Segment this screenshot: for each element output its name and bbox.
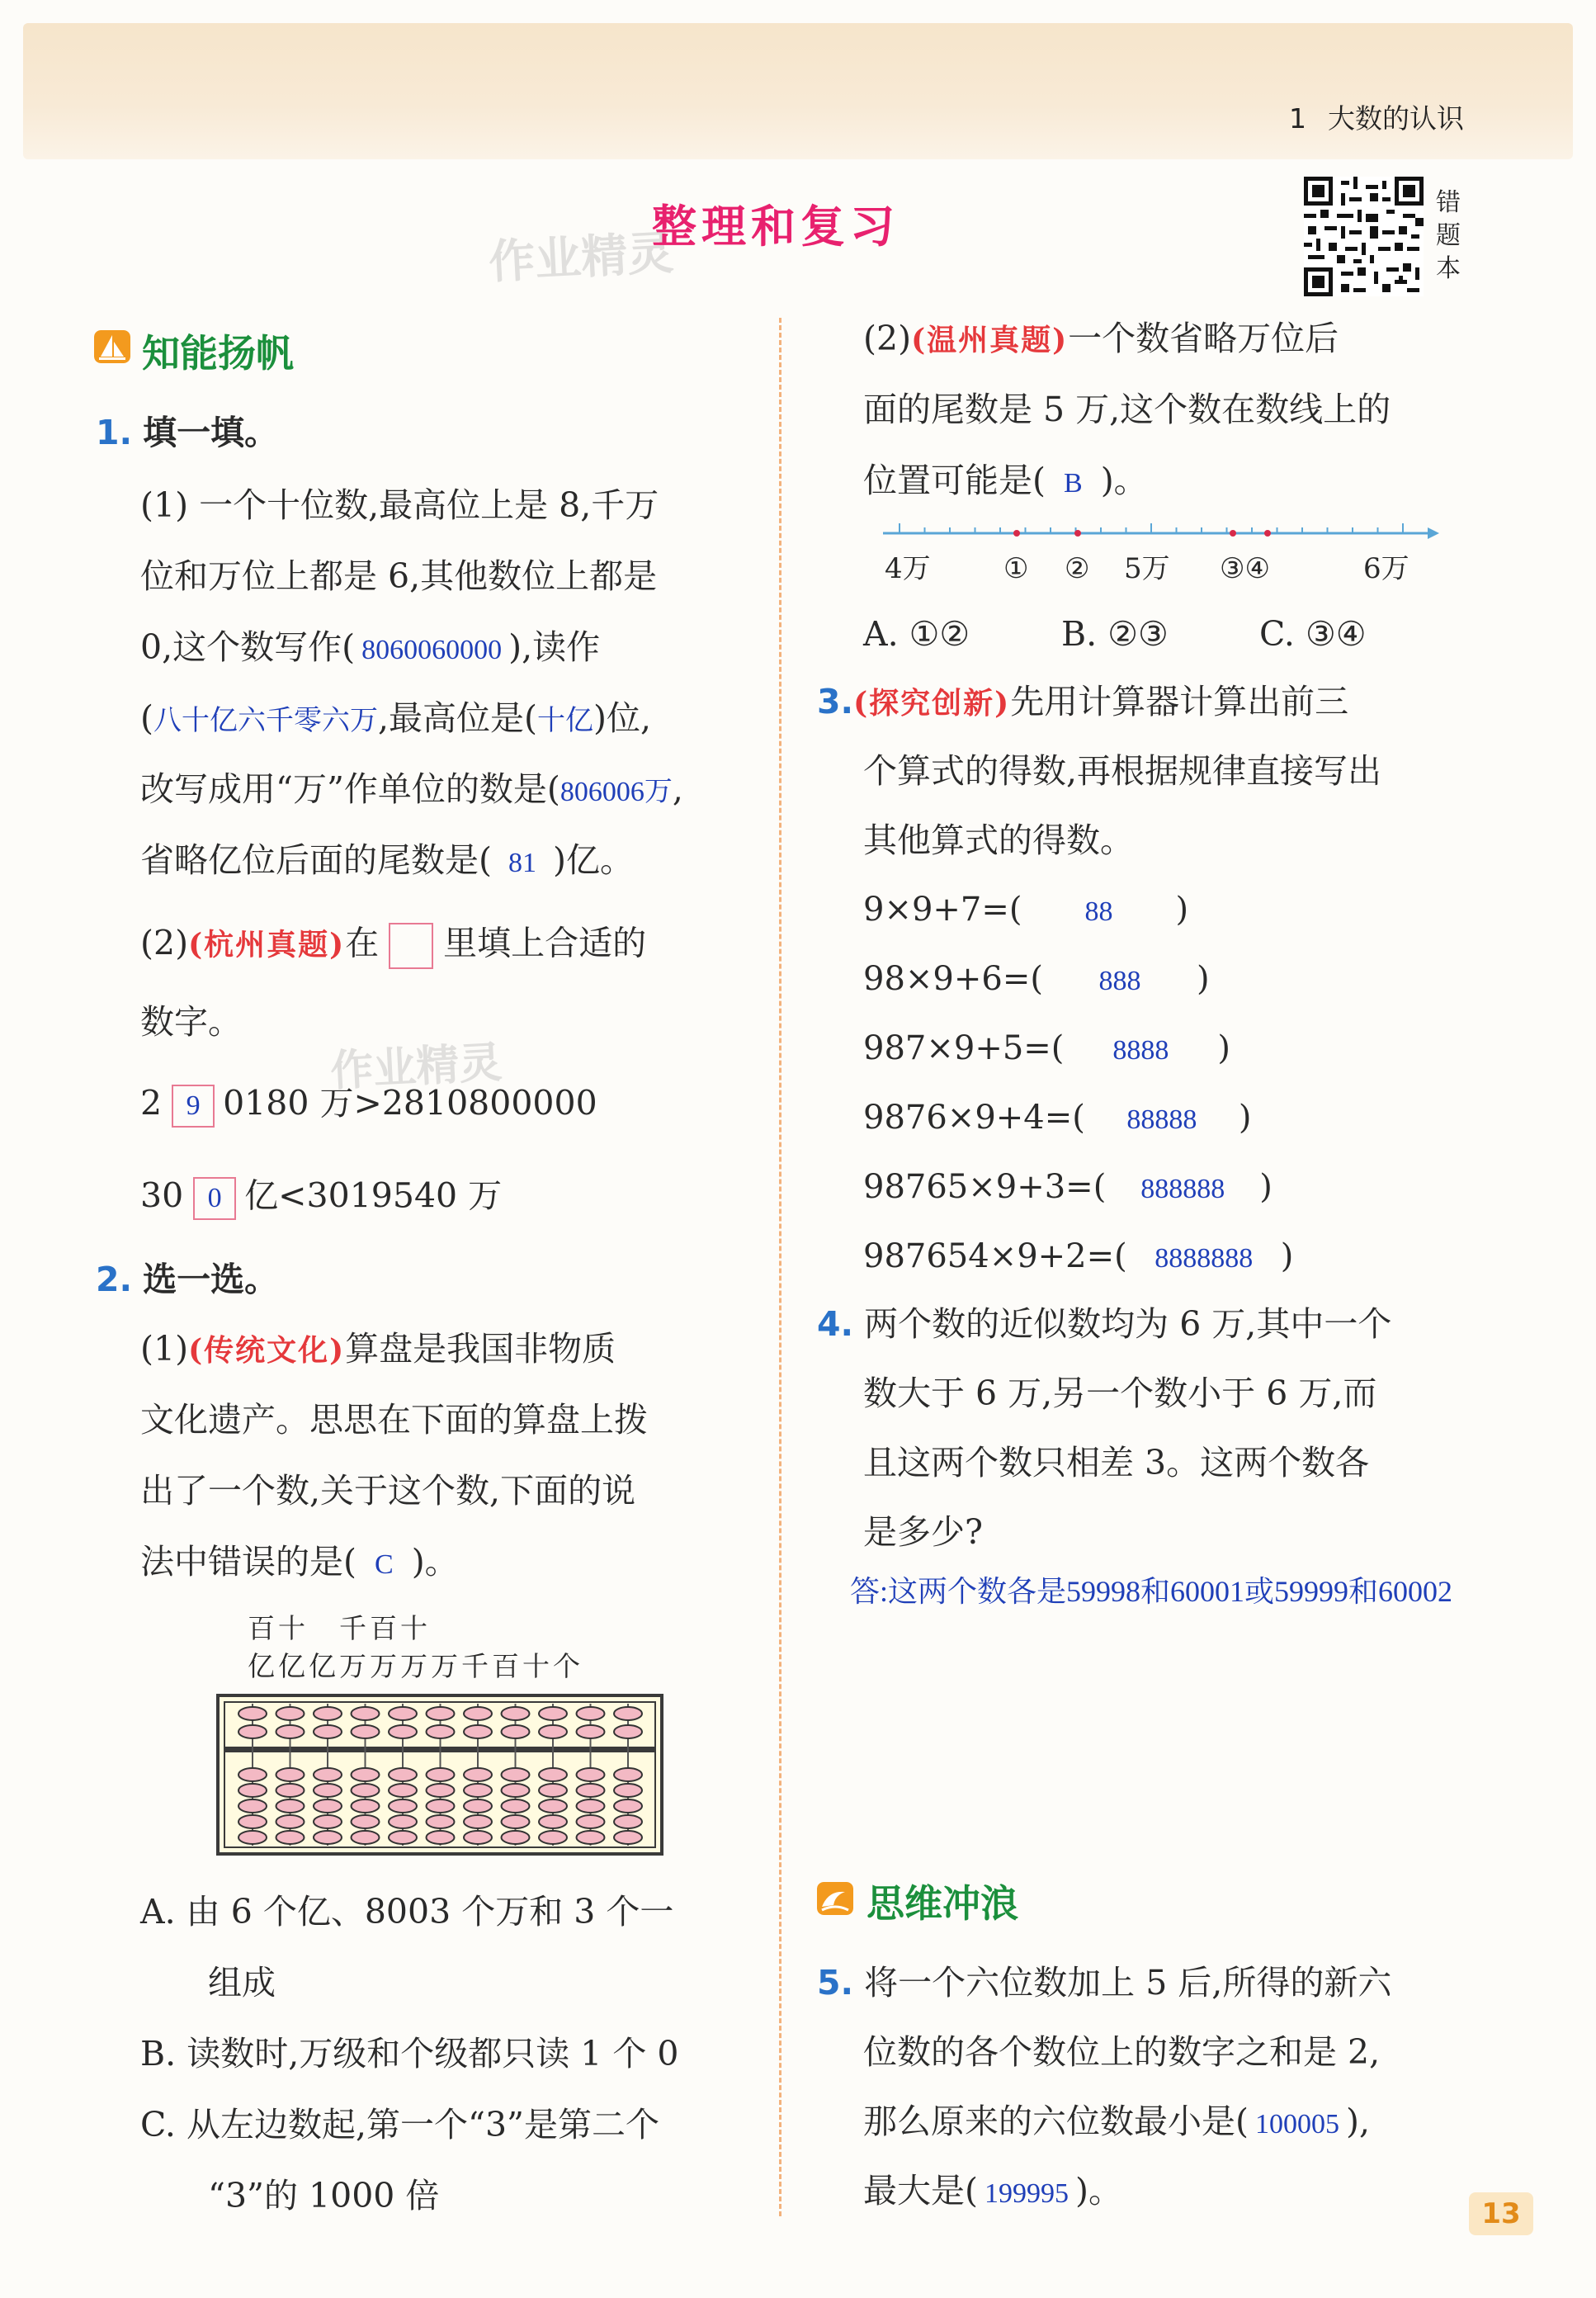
blank-box xyxy=(389,923,433,969)
wrong-question-book-label xyxy=(1436,187,1466,286)
closing-paren: ) xyxy=(1175,891,1189,929)
comparison-row xyxy=(140,1177,502,1220)
expression-answer: 8888 xyxy=(1112,1035,1169,1066)
text-fragment: 2 xyxy=(140,1083,163,1123)
question-number: 3. xyxy=(817,682,854,721)
question-1-heading xyxy=(96,413,279,452)
text-line: 数字。 xyxy=(140,1002,242,1042)
chapter-title: 大数的认识 xyxy=(1328,102,1464,135)
question-2-heading xyxy=(96,1260,279,1299)
expression: 98×9+6=( xyxy=(863,960,1043,998)
expression-answer: 88 xyxy=(1084,896,1113,927)
text-line: 且这两个数只相差 3。这两个数各 xyxy=(863,1443,1370,1482)
expression-row xyxy=(863,960,1210,998)
subquestion-label: (2) xyxy=(863,319,912,358)
numline-label: 5万 xyxy=(1124,552,1170,585)
option-a-cont: 组成 xyxy=(208,1963,276,2002)
text-fragment: 算盘是我国非物质 xyxy=(345,1329,616,1369)
expression: 987×9+5=( xyxy=(863,1029,1065,1067)
question-number: 2. xyxy=(96,1260,133,1299)
text-fragment: 那么原来的六位数最小是( xyxy=(863,2102,1249,2141)
abacus-label-top: 百十 千百十 xyxy=(248,1612,431,1644)
text-fragment: 省略亿位后面的尾数是( xyxy=(140,840,492,880)
expression: 9×9+7=( xyxy=(863,891,1022,929)
text-line: 个算式的得数,再根据规律直接写出 xyxy=(863,751,1382,791)
option-b: B. ②③ xyxy=(1061,614,1169,654)
watermark: 作业精灵 xyxy=(328,1038,503,1097)
question-title: 选一选。 xyxy=(143,1260,279,1299)
expression-row xyxy=(863,1237,1294,1275)
text-fragment: 法中错误的是( xyxy=(140,1542,357,1582)
text-line: 文化遗产。思思在下面的算盘上拨 xyxy=(140,1400,648,1440)
text-fragment: , xyxy=(672,769,683,809)
text-fragment: )位, xyxy=(593,698,652,738)
text-line: (1) 一个十位数,最高位上是 8,千万 xyxy=(140,485,659,525)
text-fragment: 改写成用“万”作单位的数是( xyxy=(140,769,560,809)
numline-label: ① xyxy=(1003,552,1029,585)
question-4-heading xyxy=(817,1304,1392,1344)
answer-written-number: 8060060000 xyxy=(361,635,503,665)
closing-paren: ) xyxy=(1196,960,1210,998)
text-fragment: 先用计算器计算出前三 xyxy=(1010,682,1349,721)
closing-paren: ) xyxy=(1259,1168,1273,1206)
answer-choice: B xyxy=(1064,468,1083,499)
option-a: A. 由 6 个亿、8003 个万和 3 个一 xyxy=(140,1892,674,1932)
text-fragment: )。 xyxy=(1100,461,1148,500)
answer-wan-unit: 806006万 xyxy=(560,777,673,807)
text-fragment: 亿<3019540 万 xyxy=(244,1175,503,1216)
text-line: 出了一个数,关于这个数,下面的说 xyxy=(140,1471,636,1511)
source-tag: (传统文化) xyxy=(188,1333,346,1368)
text-line: 其他算式的得数。 xyxy=(863,820,1134,860)
expression: 987654×9+2=( xyxy=(863,1237,1127,1275)
text-line xyxy=(140,1329,616,1369)
text-line xyxy=(140,698,652,738)
option-b: B. 读数时,万级和个级都只读 1 个 0 xyxy=(140,2034,679,2073)
subquestion-label: (1) xyxy=(140,1329,189,1369)
option-c-cont: “3”的 1000 倍 xyxy=(208,2176,440,2215)
text-line xyxy=(863,2171,1122,2211)
source-tag: (探究创新) xyxy=(853,686,1011,721)
answer-max: 199995 xyxy=(985,2178,1069,2209)
section-heading-knowledge: 知能扬帆 xyxy=(142,331,294,376)
text-fragment: 里填上合适的 xyxy=(443,923,647,963)
page-number: 13 xyxy=(1469,2192,1533,2235)
text-fragment: 0180 万>2810800000 xyxy=(223,1083,597,1123)
numline-label: ② xyxy=(1065,552,1090,585)
expression-answer: 888888 xyxy=(1140,1174,1225,1204)
text-line xyxy=(140,1542,459,1582)
text-fragment: )亿。 xyxy=(553,840,634,880)
abacus-label-bottom: 亿亿亿万万万万千百十个 xyxy=(248,1650,583,1682)
text-fragment: 30 xyxy=(140,1175,184,1216)
surf-icon xyxy=(817,1882,853,1915)
text-fragment: )。 xyxy=(1075,2171,1122,2211)
text-fragment: ), xyxy=(1346,2102,1371,2141)
answer-box: 9 xyxy=(172,1085,215,1128)
column-divider xyxy=(779,318,781,2216)
number-line xyxy=(875,517,1444,591)
option-c: C. 从左边数起,第一个“3”是第二个 xyxy=(140,2105,660,2144)
answer-reading: 八十亿六千零六万 xyxy=(153,706,378,736)
closing-paren: ) xyxy=(1217,1029,1231,1067)
answer-q4: 答:这两个数各是59998和60001或59999和60002 xyxy=(850,1575,1453,1608)
section-heading-thinking: 思维冲浪 xyxy=(866,1881,1018,1926)
expression-answer: 888 xyxy=(1098,966,1141,996)
page-title: 整理和复习 xyxy=(652,201,900,253)
text-fragment: 0,这个数写作( xyxy=(140,627,356,667)
answer-highest-place: 十亿 xyxy=(537,706,594,736)
expression: 9876×9+4=( xyxy=(863,1099,1085,1137)
numline-label: 6万 xyxy=(1363,552,1409,585)
text-line: 数大于 6 万,另一个数小于 6 万,而 xyxy=(863,1374,1377,1413)
text-line: 位数的各个数位上的数字之和是 2, xyxy=(863,2032,1381,2072)
text-fragment: 两个数的近似数均为 6 万,其中一个 xyxy=(864,1304,1392,1344)
question-number: 5. xyxy=(817,1963,854,2002)
text-fragment: ,最高位是( xyxy=(378,698,538,738)
expression-row xyxy=(863,1168,1273,1206)
expression-row xyxy=(863,1029,1231,1067)
text-fragment: ),读作 xyxy=(508,627,601,667)
question-number: 4. xyxy=(817,1304,854,1344)
qr-code-icon[interactable] xyxy=(1304,177,1424,296)
text-fragment: 在 xyxy=(345,923,380,963)
text-line: 面的尾数是 5 万,这个数在数线上的 xyxy=(863,390,1391,429)
question-3-heading xyxy=(817,682,1349,721)
text-line: 是多少? xyxy=(863,1512,983,1552)
expression-answer: 8888888 xyxy=(1155,1243,1254,1274)
comparison-row xyxy=(140,1085,597,1128)
option-c: C. ③④ xyxy=(1259,614,1367,654)
subquestion-label: (2) xyxy=(140,923,189,963)
expression: 98765×9+3=( xyxy=(863,1168,1107,1206)
answer-min: 100005 xyxy=(1255,2109,1339,2140)
question-title: 填一填。 xyxy=(143,413,279,452)
text-fragment: )。 xyxy=(411,1542,459,1582)
watermark: 作业精灵 xyxy=(487,226,675,290)
answer-choice: C xyxy=(375,1549,394,1580)
text-fragment: 位置可能是( xyxy=(863,461,1046,500)
text-fragment: 最大是( xyxy=(863,2171,978,2211)
answer-box: 0 xyxy=(193,1177,236,1220)
text-fragment: 一个数省略万位后 xyxy=(1068,319,1339,358)
qr-label-char: 本 xyxy=(1436,254,1461,283)
closing-paren: ) xyxy=(1238,1099,1252,1137)
qr-label-char: 题 xyxy=(1436,221,1461,250)
expression-row xyxy=(863,1099,1252,1137)
expression-row xyxy=(863,891,1189,929)
text-line xyxy=(140,627,601,667)
text-line xyxy=(863,319,1339,358)
source-tag: (杭州真题) xyxy=(188,927,346,962)
chapter-number: 1 xyxy=(1289,102,1306,135)
text-fragment: 将一个六位数加上 5 后,所得的新六 xyxy=(864,1963,1392,2002)
option-a: A. ①② xyxy=(863,614,970,654)
qr-label-char: 错 xyxy=(1436,188,1461,217)
question-5-heading xyxy=(817,1963,1392,2002)
text-fragment: ( xyxy=(140,698,153,738)
text-line xyxy=(863,2102,1371,2141)
abacus-diagram xyxy=(216,1694,663,1856)
text-line xyxy=(140,923,646,969)
text-line xyxy=(863,461,1148,500)
sail-icon xyxy=(94,330,130,363)
question-number: 1. xyxy=(96,413,133,452)
text-line xyxy=(140,840,634,880)
numline-label: 4万 xyxy=(885,552,931,585)
text-line xyxy=(140,769,683,809)
chapter-heading xyxy=(1289,97,1464,136)
answer-yi-approx: 81 xyxy=(508,848,536,878)
closing-paren: ) xyxy=(1280,1237,1294,1275)
text-line: 位和万位上都是 6,其他数位上都是 xyxy=(140,556,658,596)
source-tag: (温州真题) xyxy=(911,323,1069,357)
numline-label: ③④ xyxy=(1220,552,1270,585)
expression-answer: 88888 xyxy=(1126,1104,1197,1135)
header-band xyxy=(23,23,1573,159)
